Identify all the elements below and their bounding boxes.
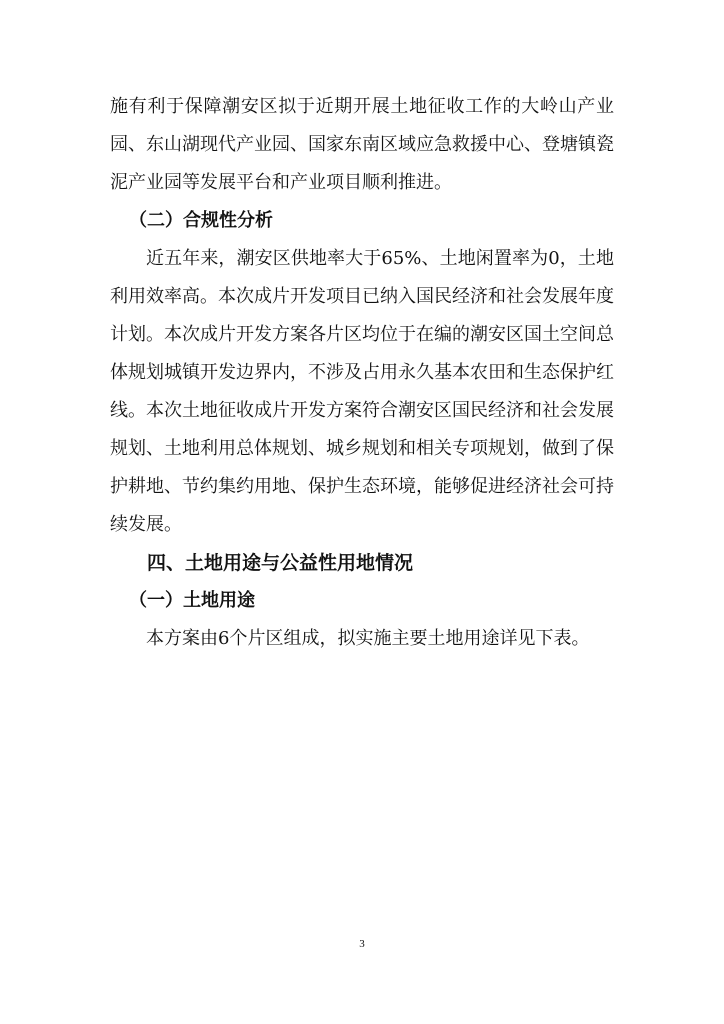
paragraph-line: 规划、土地利用总体规划、城乡规划和相关专项规划，做到了保 — [110, 438, 614, 459]
paragraph-line: 护耕地、节约集约用地、保护生态环境，能够促进经济社会可持 — [110, 476, 614, 497]
subheading-land-use: （一）土地用途 — [129, 590, 255, 611]
paragraph-line: 本方案由6个片区组成，拟实施主要土地用途详见下表。 — [146, 628, 590, 649]
section-heading-land-use: 四、土地用途与公益性用地情况 — [147, 552, 414, 574]
page-number: 3 — [359, 938, 365, 950]
paragraph-line: 计划。本次成片开发方案各片区均位于在编的潮安区国土空间总 — [110, 324, 614, 345]
paragraph-line: 体规划城镇开发边界内，不涉及占用永久基本农田和生态保护红 — [110, 362, 614, 383]
paragraph-line: 近五年来，潮安区供地率大于65%、土地闲置率为0，土地 — [146, 248, 614, 269]
paragraph-line: 线。本次土地征收成片开发方案符合潮安区国民经济和社会发展 — [110, 400, 614, 421]
paragraph-line: 园、东山湖现代产业园、国家东南区域应急救援中心、登塘镇瓷 — [110, 134, 614, 155]
paragraph-line: 泥产业园等发展平台和产业项目顺利推进。 — [110, 172, 452, 193]
paragraph-line: 施有利于保障潮安区拟于近期开展土地征收工作的大岭山产业 — [110, 96, 614, 117]
subheading-compliance-analysis: （二）合规性分析 — [129, 210, 273, 231]
paragraph-line: 续发展。 — [110, 514, 182, 535]
paragraph-line: 利用效率高。本次成片开发项目已纳入国民经济和社会发展年度 — [110, 286, 614, 307]
